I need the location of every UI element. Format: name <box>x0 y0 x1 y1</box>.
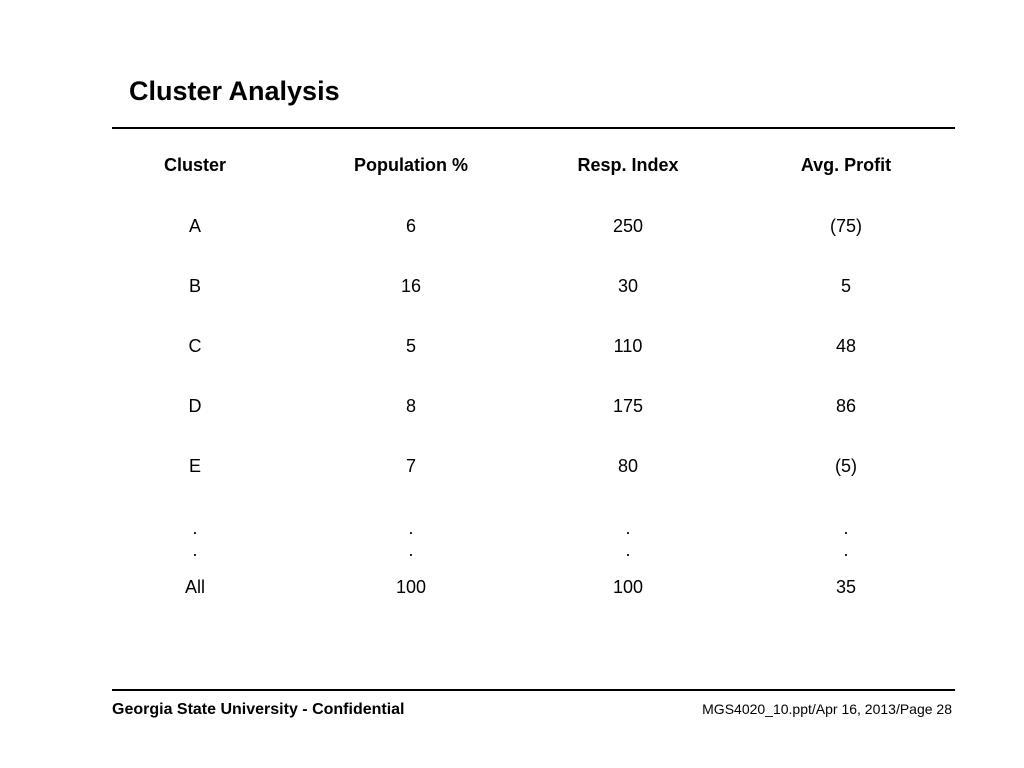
table-cell: 80 <box>617 456 639 476</box>
table-cell: 110 <box>613 336 643 356</box>
table-cell: 48 <box>835 336 857 356</box>
table-cell: 8 <box>405 396 416 416</box>
table-cell: 5 <box>840 276 851 296</box>
table-cell: 30 <box>617 276 639 296</box>
table-cell: 5 <box>405 336 416 356</box>
ellipsis-dot: . <box>192 540 198 560</box>
table-cell: 6 <box>405 216 416 236</box>
header-avg-profit: Avg. Profit <box>800 155 892 175</box>
table-cell: A <box>188 216 201 236</box>
header-resp-index: Resp. Index <box>577 155 679 175</box>
table-cell: 16 <box>400 276 422 296</box>
table-cell: 175 <box>612 396 644 416</box>
total-cell: 100 <box>612 577 644 597</box>
ellipsis-dot: . <box>625 540 631 560</box>
table-cell: D <box>188 396 202 416</box>
table-cell: (5) <box>835 456 857 476</box>
ellipsis-dot: . <box>408 518 414 538</box>
table-cell: 250 <box>612 216 644 236</box>
footer-institution: Georgia State University - Confidential <box>112 701 405 718</box>
total-cell: 100 <box>395 577 427 597</box>
ellipsis-dot: . <box>843 518 849 538</box>
slide-title: Cluster Analysis <box>129 76 340 106</box>
header-cluster: Cluster <box>163 155 226 175</box>
table-cell: E <box>188 456 201 476</box>
table-cell: 86 <box>835 396 857 416</box>
title-divider <box>112 127 955 129</box>
table-cell: (75) <box>829 216 862 236</box>
header-population: Population % <box>354 155 468 175</box>
footer-page-info: MGS4020_10.ppt/Apr 16, 2013/Page 28 <box>702 701 952 717</box>
table-cell: 7 <box>405 456 416 476</box>
total-cell: All <box>184 577 205 597</box>
table-cell: C <box>188 336 202 356</box>
table-cell: B <box>188 276 201 296</box>
ellipsis-dot: . <box>192 518 198 538</box>
ellipsis-dot: . <box>843 540 849 560</box>
ellipsis-dot: . <box>408 540 414 560</box>
footer-divider <box>112 689 955 691</box>
ellipsis-dot: . <box>625 518 631 538</box>
total-cell: 35 <box>835 577 857 597</box>
